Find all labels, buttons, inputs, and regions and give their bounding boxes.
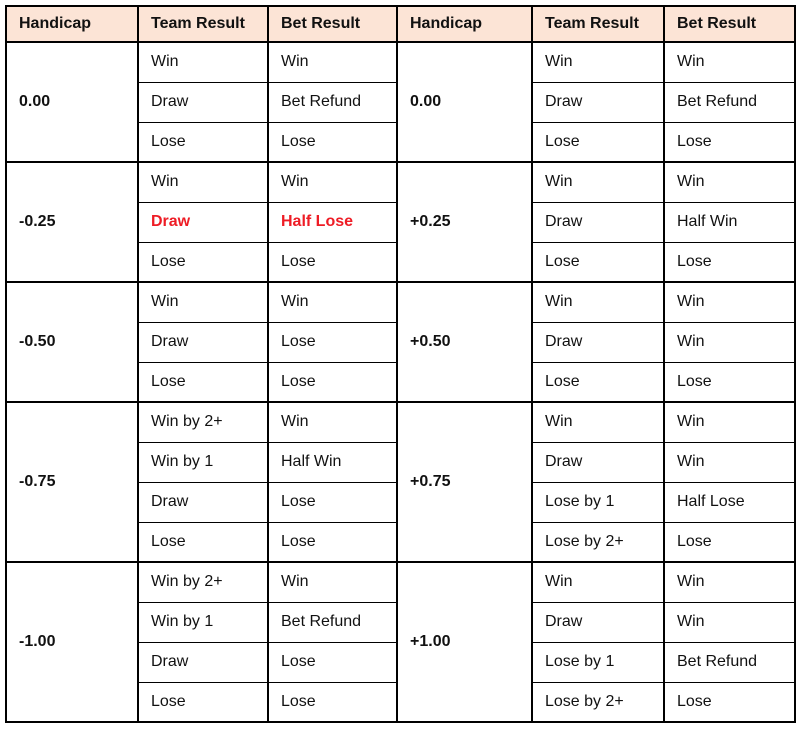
bet-result-cell: Bet Refund	[268, 602, 397, 642]
bet-result-cell-highlighted: Half Lose	[268, 202, 397, 242]
team-result-cell: Lose	[138, 682, 268, 722]
team-result-cell: Lose by 2+	[532, 522, 664, 562]
header-cell-team-result-left: Team Result	[138, 6, 268, 42]
bet-result-cell: Lose	[268, 362, 397, 402]
bet-result-cell: Bet Refund	[664, 82, 795, 122]
handicap-cell: +0.75	[397, 402, 532, 562]
bet-result-cell: Win	[268, 562, 397, 602]
team-result-cell: Draw	[532, 82, 664, 122]
table-row	[6, 402, 795, 442]
header-cell-team-result-right: Team Result	[532, 6, 664, 42]
bet-result-cell: Lose	[268, 482, 397, 522]
team-result-cell: Win	[532, 42, 664, 82]
team-result-cell: Win	[138, 162, 268, 202]
header-row	[6, 6, 795, 42]
team-result-cell: Win	[532, 282, 664, 322]
team-result-cell: Lose by 1	[532, 642, 664, 682]
team-result-cell: Lose by 2+	[532, 682, 664, 722]
team-result-cell: Win by 1	[138, 602, 268, 642]
bet-result-cell: Lose	[664, 242, 795, 282]
team-result-cell: Lose	[532, 362, 664, 402]
bet-result-cell: Bet Refund	[664, 642, 795, 682]
team-result-cell: Draw	[532, 202, 664, 242]
team-result-cell: Lose	[532, 122, 664, 162]
bet-result-cell: Win	[664, 162, 795, 202]
table-row	[6, 162, 795, 202]
handicap-cell: +0.50	[397, 282, 532, 402]
team-result-cell: Win	[532, 562, 664, 602]
bet-result-cell: Half Win	[268, 442, 397, 482]
handicap-cell: +0.25	[397, 162, 532, 282]
team-result-cell-highlighted: Draw	[138, 202, 268, 242]
team-result-cell: Draw	[138, 642, 268, 682]
team-result-cell: Draw	[532, 442, 664, 482]
bet-result-cell: Win	[268, 402, 397, 442]
bet-result-cell: Lose	[268, 682, 397, 722]
bet-result-cell: Win	[664, 402, 795, 442]
bet-result-cell: Lose	[664, 122, 795, 162]
handicap-cell: -0.50	[6, 282, 138, 402]
bet-result-cell: Lose	[268, 322, 397, 362]
header-cell-handicap-left: Handicap	[6, 6, 138, 42]
handicap-table	[5, 5, 796, 723]
team-result-cell: Draw	[138, 482, 268, 522]
bet-result-cell: Win	[664, 322, 795, 362]
bet-result-cell: Lose	[664, 682, 795, 722]
team-result-cell: Win by 2+	[138, 402, 268, 442]
bet-result-cell: Lose	[268, 122, 397, 162]
team-result-cell: Lose	[138, 522, 268, 562]
team-result-cell: Lose by 1	[532, 482, 664, 522]
bet-result-cell: Lose	[664, 522, 795, 562]
handicap-cell: -0.75	[6, 402, 138, 562]
bet-result-cell: Win	[664, 282, 795, 322]
team-result-cell: Win	[532, 402, 664, 442]
bet-result-cell: Win	[664, 442, 795, 482]
bet-result-cell: Win	[664, 562, 795, 602]
handicap-cell: +1.00	[397, 562, 532, 722]
team-result-cell: Draw	[532, 602, 664, 642]
handicap-cell: 0.00	[6, 42, 138, 162]
team-result-cell: Lose	[532, 242, 664, 282]
team-result-cell: Draw	[138, 322, 268, 362]
table-row	[6, 282, 795, 322]
team-result-cell: Win by 1	[138, 442, 268, 482]
bet-result-cell: Lose	[268, 242, 397, 282]
team-result-cell: Draw	[532, 322, 664, 362]
bet-result-cell: Lose	[268, 642, 397, 682]
handicap-cell: -1.00	[6, 562, 138, 722]
bet-result-cell: Half Lose	[664, 482, 795, 522]
team-result-cell: Win	[138, 42, 268, 82]
header-cell-handicap-right: Handicap	[397, 6, 532, 42]
team-result-cell: Lose	[138, 362, 268, 402]
bet-result-cell: Half Win	[664, 202, 795, 242]
team-result-cell: Win by 2+	[138, 562, 268, 602]
table-row	[6, 562, 795, 602]
team-result-cell: Win	[532, 162, 664, 202]
bet-result-cell: Lose	[268, 522, 397, 562]
bet-result-cell: Bet Refund	[268, 82, 397, 122]
team-result-cell: Lose	[138, 242, 268, 282]
handicap-cell: 0.00	[397, 42, 532, 162]
table-row	[6, 42, 795, 82]
header-cell-bet-result-left: Bet Result	[268, 6, 397, 42]
bet-result-cell: Lose	[664, 362, 795, 402]
bet-result-cell: Win	[268, 42, 397, 82]
bet-result-cell: Win	[268, 162, 397, 202]
team-result-cell: Win	[138, 282, 268, 322]
bet-result-cell: Win	[664, 602, 795, 642]
bet-result-cell: Win	[664, 42, 795, 82]
bet-result-cell: Win	[268, 282, 397, 322]
handicap-cell: -0.25	[6, 162, 138, 282]
team-result-cell: Draw	[138, 82, 268, 122]
header-cell-bet-result-right: Bet Result	[664, 6, 795, 42]
team-result-cell: Lose	[138, 122, 268, 162]
